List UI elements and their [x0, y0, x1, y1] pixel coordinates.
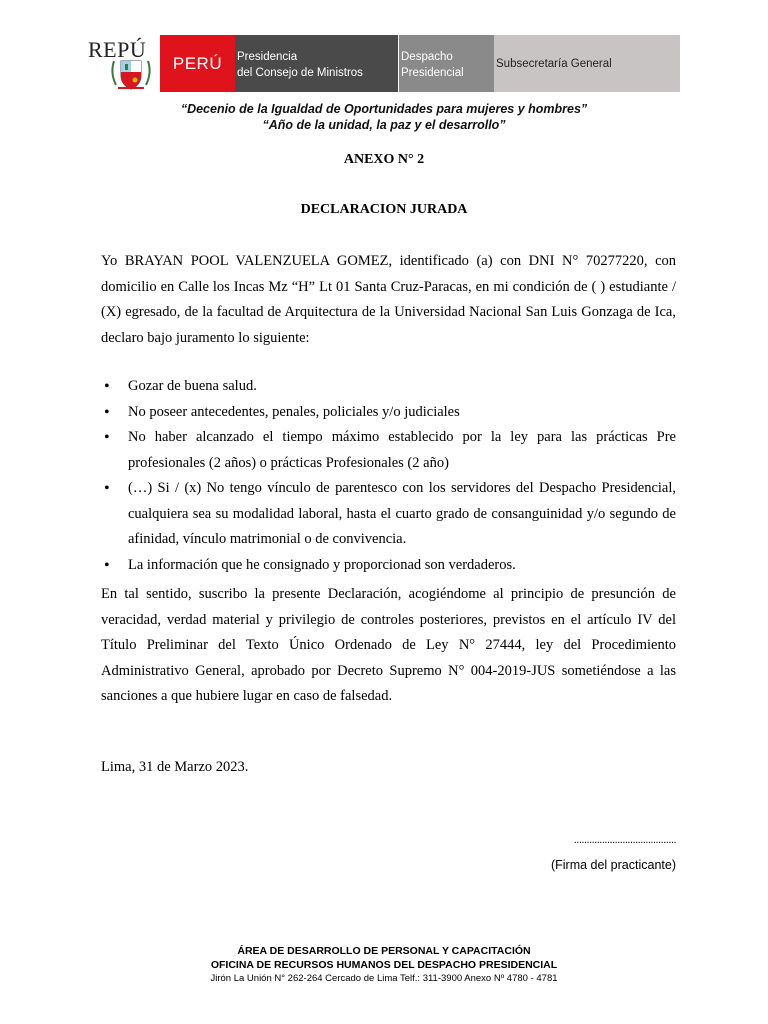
list-item: • (…) Si / (x) No tengo vínculo de parentesco con los servidores del Despacho Presidencial, cualquiera sea su modalidad laboral, hasta el cuarto grado de consanguinidad y/o segundo de afinidad, vínculo matrimonial o de convivencia. [101, 476, 676, 553]
motto-line2: “Año de la unidad, la paz y el desarrollo” [262, 118, 506, 132]
document-title: DECLARACION JURADA [300, 202, 468, 217]
list-item: • Gozar de buena salud. [101, 374, 676, 400]
institutional-header [86, 35, 680, 92]
despacho-line2: Presidencial [401, 67, 464, 79]
declaration-list [101, 374, 676, 578]
signature-label: (Firma del practicante) [550, 858, 676, 872]
footer-address: Jirón La Unión N° 262-264 Cercado de Lima Telf.: 311-3900 Anexo Nº 4780 - 4781 [210, 973, 558, 984]
declaration-paragraph: Yo BRAYAN POOL VALENZUELA GOMEZ, identificado (a) con DNI N° 70277220, con domicilio en Calle los Incas Mz “H” Lt 01 Santa Cruz-Paracas, en mi condición de ( ) estudiante / (X) egresado, de la facultad de Arquitectura de la Universidad Nacional San Luis Gonzaga de Ica, declaro bajo juramento lo siguiente: [101, 253, 676, 346]
pcm-line1: Presidencia [237, 51, 298, 63]
seal-text: REPÚ [88, 37, 147, 62]
list-item: • No poseer antecedentes, penales, policiales y/o judiciales [101, 400, 676, 426]
list-item: • La información que he consignado y proporcionad son verdaderos. [101, 553, 676, 579]
closing-paragraph: En tal sentido, suscribo la presente Declaración, acogiéndome al principio de presunción de veracidad, verdad material y privilegio de controles posteriores, previstos en el artículo IV del Título Preliminar del Texto Único Ordenado de Ley N° 27444, ley del Procedimiento Administrativo General, aprobado por Decreto Supremo N° 004-2019-JUS sometiéndose a las sanciones a que hubiere lugar en caso de falsedad. [101, 586, 676, 704]
peru-label: PERÚ [160, 35, 235, 92]
pcm-line2: del Consejo de Ministros [237, 67, 363, 79]
list-item: • No haber alcanzado el tiempo máximo establecido por la ley para las prácticas Pre profesionales (2 años) o prácticas Profesionales (2 año) [101, 425, 676, 476]
footer-area: ÁREA DE DESARROLLO DE PERSONAL Y CAPACITACIÓN [237, 945, 531, 957]
motto [0, 101, 768, 133]
despacho-line1: Despacho [401, 51, 453, 63]
pcm-label [235, 35, 398, 92]
despacho-label [399, 35, 494, 92]
signature-line: ........................................ [573, 834, 676, 846]
footer-office: OFICINA DE RECURSOS HUMANOS DEL DESPACHO PRESIDENCIAL [210, 959, 558, 971]
document-date: Lima, 31 de Marzo 2023. [101, 759, 249, 775]
annex-number: ANEXO N° 2 [343, 152, 425, 167]
footer [0, 944, 768, 986]
subsecretaria-label: Subsecretaría General [494, 35, 680, 92]
motto-line1: “Decenio de la Igualdad de Oportunidades para mujeres y hombres” [180, 102, 588, 116]
